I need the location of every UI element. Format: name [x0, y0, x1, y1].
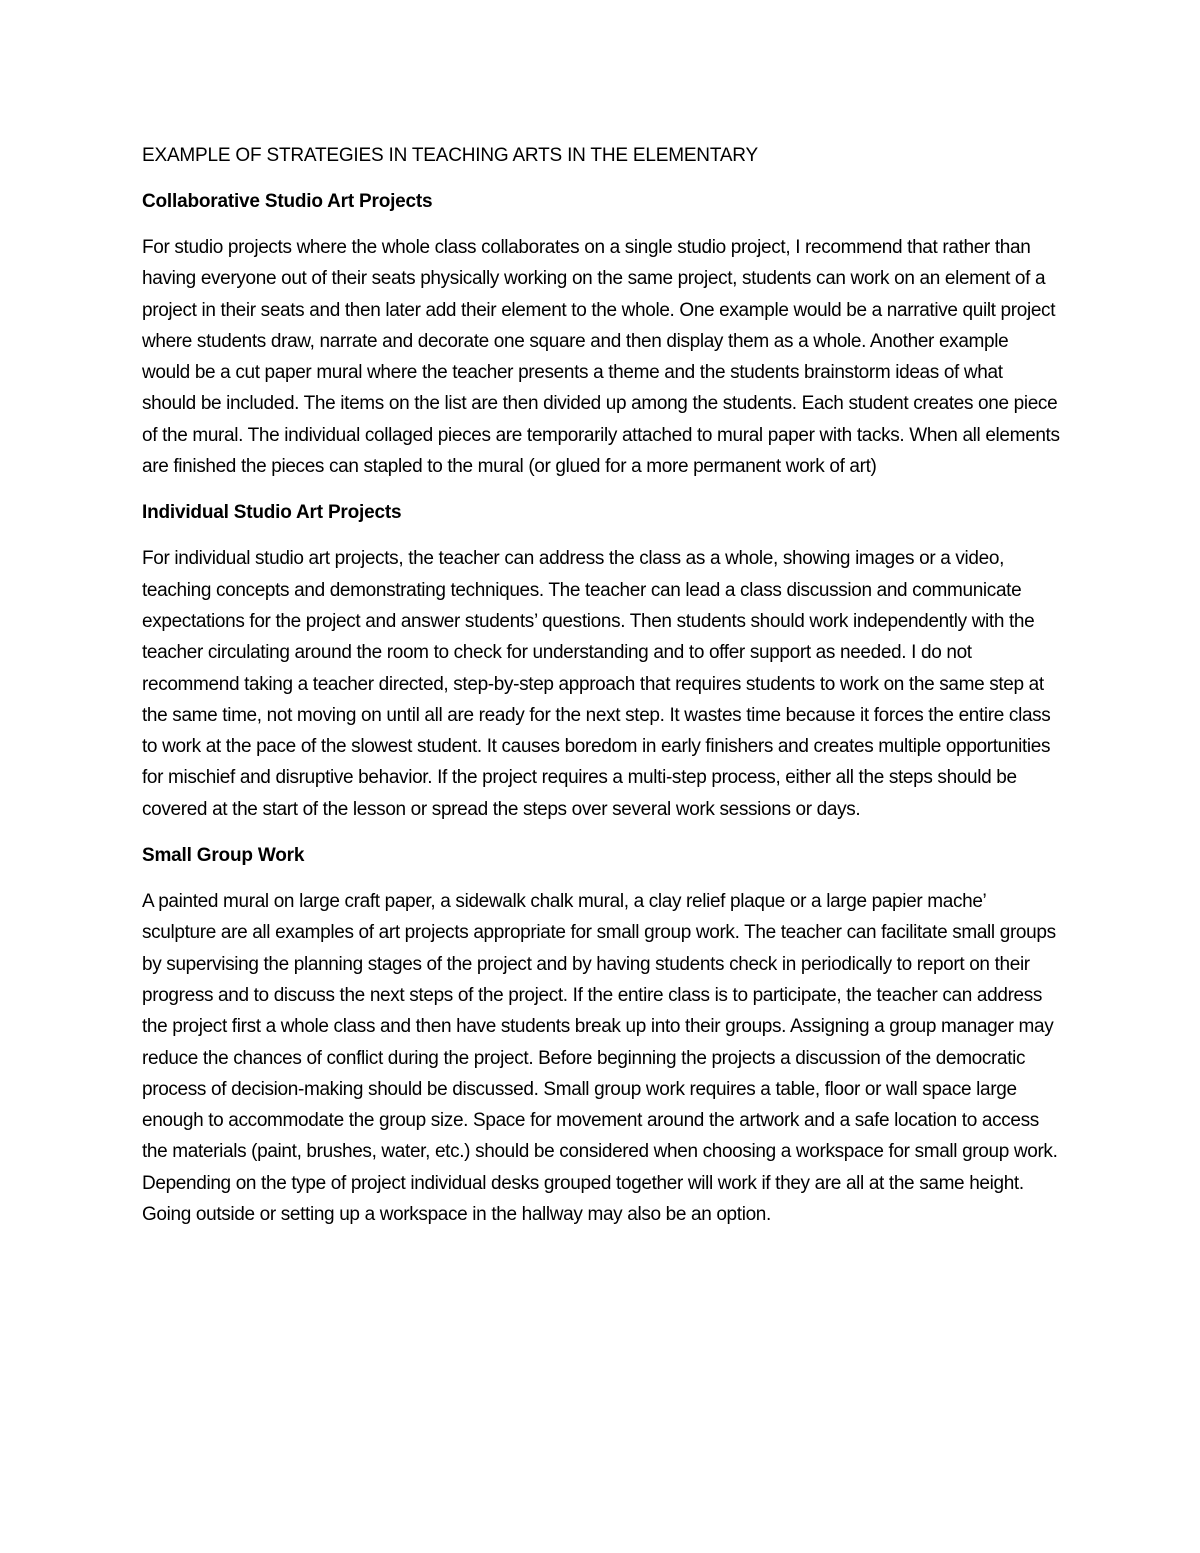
document-content — [142, 140, 1060, 1245]
section-body-individual: For individual studio art projects, the teacher can address the class as a whole, showing images or a video, teaching concepts and demonstrating techniques. The teacher can lead a class discussion and communicate expectations for the project and answer students’ questions. Then students should work independently with the teacher circulating around the room to check for understanding and to offer support as needed. I do not recommend taking a teacher directed, step-by-step approach that requires students to work on the same step at the same time, not moving on until all are ready for the next step. It wastes time because it forces the entire class to work at the pace of the slowest student. It causes boredom in early finishers and creates multiple opportunities for mischief and disruptive behavior. If the project requires a multi-step process, either all the steps should be covered at the start of the lesson or spread the steps over several work sessions or days. — [142, 548, 1051, 820]
section-body-small-group: A painted mural on large craft paper, a sidewalk chalk mural, a clay relief plaque or a large papier mache’ sculpture are all examples of art projects appropriate for small group work. The teacher can facilitate small groups by supervising the planning stages of the project and by having students check in periodically to report on their progress and to discuss the next steps of the project. If the entire class is to participate, the teacher can address the project first a whole class and then have students break up into their groups. Assigning a group manager may reduce the chances of conflict during the project. Before beginning the projects a discussion of the democratic process of decision-making should be discussed. Small group work requires a table, floor or wall space large enough to accommodate the group size. Space for movement around the artwork and a safe location to access the materials (paint, brushes, water, etc.) should be considered when choosing a workspace for small group work. Depending on the type of project individual desks grouped together will work if they are all at the same height. Going outside or setting up a workspace in the hallway may also be an option. — [142, 891, 1058, 1226]
section-heading-individual: Individual Studio Art Projects — [142, 502, 402, 524]
section-heading-collaborative: Collaborative Studio Art Projects — [142, 191, 433, 212]
section-heading-small-group: Small Group Work — [142, 845, 305, 867]
document-title: EXAMPLE OF STRATEGIES IN TEACHING ARTS IN THE ELEMENTARY — [142, 145, 758, 166]
section-body-collaborative: For studio projects where the whole class collaborates on a single studio project, I recommend that rather than having everyone out of their seats physically working on the same project, students can work on an element of a project in their seats and then later add their element to the whole. One example would be a narrative quilt project where students draw, narrate and decorate one square and then display them as a whole. Another example would be a cut paper mural where the teacher presents a theme and the students brainstorm ideas of what should be included. The items on the list are then divided up among the students. Each student creates one piece of the mural. The individual collaged pieces are temporarily attached to mural paper with tacks. When all elements are finished the pieces can stapled to the mural (or glued for a more permanent work of art) — [142, 237, 1060, 478]
